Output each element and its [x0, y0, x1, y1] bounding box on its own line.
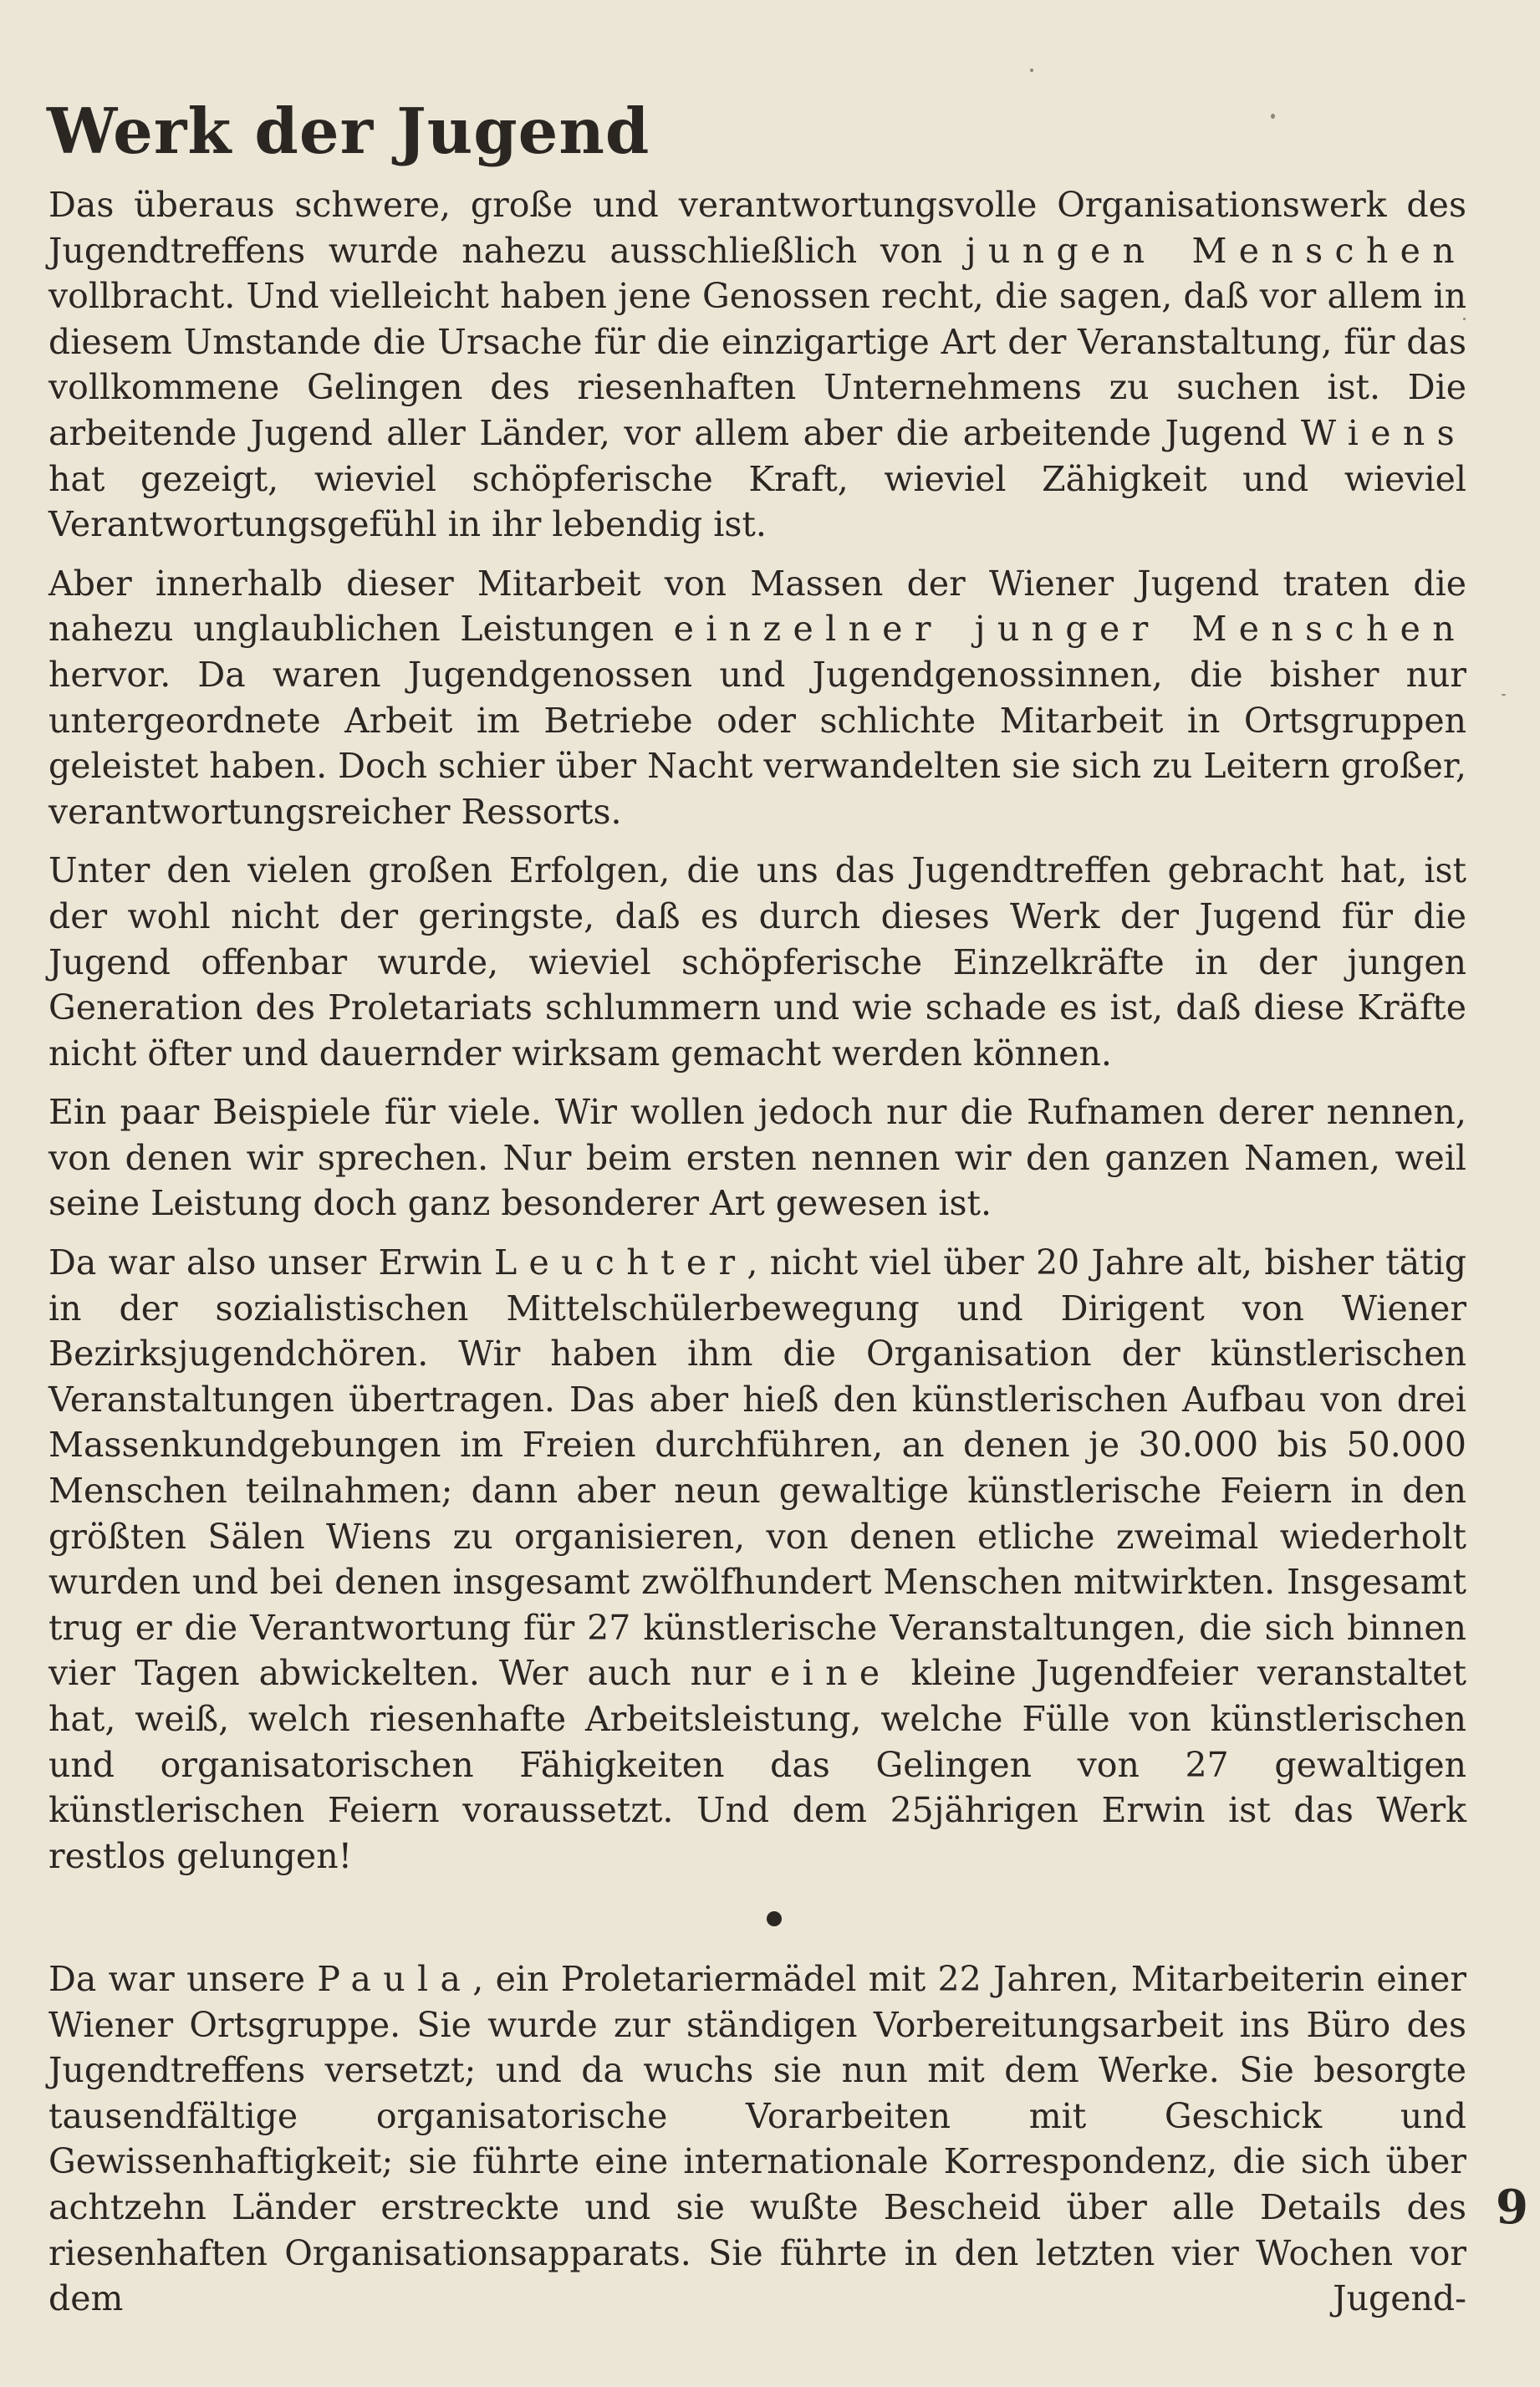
bullet-dot-icon: [767, 1911, 782, 1926]
paragraph-1-text-a: Das überaus schwere, große und verantwortungsvolle Organisationswerk des Jugendtreffens wurde nahezu ausschließlich von: [48, 185, 1466, 271]
paragraph-5: [48, 1240, 1466, 1879]
paragraph-5-text-b: , nicht viel über 20 Jahre alt, bisher tätig in der sozialistischen Mittelschülerbewegung und Dirigent von Wiener Bezirksjugendchören. Wir haben ihm die Organisation der künstlerischen Veranstaltungen übertragen. Das aber hieß den künstlerischen Aufbau von drei Massenkundgebungen im Freien durchführen, an denen je 30.000 bis 50.000 Menschen teilnahmen; dann aber neun gewaltige künstlerische Feiern in den größten Sälen Wiens zu organisieren, von denen etliche zweimal wiederholt wurden und bei denen insgesamt zwölfhundert Menschen mitwirkten. Insgesamt trug er die Verantwortung für 27 künstlerische Veranstaltungen, die sich binnen vier Tagen abwickelten. Wer auch nur: [48, 1242, 1466, 1694]
paragraph-5-spaced-emphasis-1: Leuchter: [493, 1242, 747, 1283]
paragraph-1-text-b: vollbracht. Und vielleicht haben jene Genossen recht, die sagen, daß vor allem in diesem Umstande die Ursache für die einzigartige Art der Veranstaltung, für das vollkommene Gelingen des riesenhaften Unternehmens zu suchen ist. Die arbeitende Jugend aller Länder, vor allem aber die arbeitende Jugend: [48, 276, 1466, 453]
paragraph-2-spaced-emphasis-1: einzelner junger Menschen: [673, 609, 1466, 650]
section-separator: [48, 1892, 1466, 1938]
paper-speck-4: [1463, 318, 1466, 320]
paragraph-1: [48, 182, 1466, 548]
paragraph-5-text-c: kleine Jugendfeier veranstaltet hat, weiß, welch riesenhafte Arbeitsleistung, welche Fülle von künstlerischen und organisatorischen Fähigkeiten das Gelingen von 27 gewaltigen künstlerischen Feiern voraussetzt. Und dem 25jährigen Erwin ist das Werk restlos gelungen!: [48, 1653, 1466, 1876]
paragraph-6-spaced-emphasis-1: Paula: [317, 1958, 473, 1999]
paper-speck-1: [1030, 69, 1033, 72]
paragraph-3: [48, 848, 1466, 1076]
paragraph-5-spaced-emphasis-2: eine: [770, 1653, 892, 1694]
paragraph-6: [48, 1956, 1466, 2322]
paragraph-1-spaced-emphasis-1: jungen Menschen: [965, 230, 1466, 271]
paragraph-3-text-a: Unter den vielen großen Erfolgen, die uns das Jugendtreffen gebracht hat, ist der wohl nicht der geringste, daß es durch dieses Werk der Jugend für die Jugend offenbar wurde, wieviel schöpferische Einzelkräfte in der jungen Generation des Proletariats schlummern und wie schade es ist, daß diese Kräfte nicht öfter und dauernder wirksam gemacht werden können.: [48, 850, 1466, 1074]
page-number: 9: [1496, 2180, 1528, 2235]
paragraph-1-text-c: hat gezeigt, wieviel schöpferische Kraft, wieviel Zähigkeit und wieviel Verantwortungsgefühl in ihr lebendig ist.: [48, 458, 1466, 545]
paragraph-4-text-a: Ein paar Beispiele für viele. Wir wollen jedoch nur die Rufnamen derer nennen, von denen wir sprechen. Nur beim ersten nennen wir den ganzen Namen, weil seine Leistung doch ganz besonderer Art gewesen ist.: [48, 1092, 1466, 1224]
paper-speck-3: [1502, 694, 1506, 696]
paragraph-1-spaced-emphasis-2: Wiens: [1301, 412, 1466, 453]
paragraph-4: [48, 1089, 1466, 1227]
paragraph-6-text-a: Da war unsere: [48, 1958, 318, 1999]
paragraph-2-text-b: hervor. Da waren Jugendgenossen und Jugendgenossinnen, die bisher nur untergeordnete Arbeit im Betriebe oder schlichte Mitarbeit in Ortsgruppen geleistet haben. Doch schier über Nacht verwandelten sie sich zu Leitern großer, verantwortungsreicher Ressorts.: [48, 654, 1466, 832]
paragraph-2-text-a: Aber innerhalb dieser Mitarbeit von Massen der Wiener Jugend traten die nahezu unglaublichen Leistungen: [48, 563, 1466, 650]
paragraph-6-text-b: , ein Proletariermädel mit 22 Jahren, Mitarbeiterin einer Wiener Ortsgruppe. Sie wurde zur ständigen Vorbereitungsarbeit ins Büro des Jugendtreffens versetzt; und da wuchs sie nun mit dem Werke. Sie besorgte tausendfältige organisatorische Vorarbeiten mit Geschick und Gewissenhaftigkeit; sie führte eine internationale Korrespondenz, die sich über achtzehn Länder erstreckte und sie wußte Bescheid über alle Details des riesenhaften Organisationsapparats. Sie führte in den letzten vier Wochen vor dem Jugend-: [48, 1958, 1466, 2319]
paragraph-5-text-a: Da war also unser Erwin: [48, 1242, 494, 1283]
paper-speck-2: [1271, 114, 1275, 119]
paragraph-2: [48, 561, 1466, 835]
page-title: Werk der Jugend: [47, 94, 650, 168]
article-body: [48, 182, 1466, 2335]
